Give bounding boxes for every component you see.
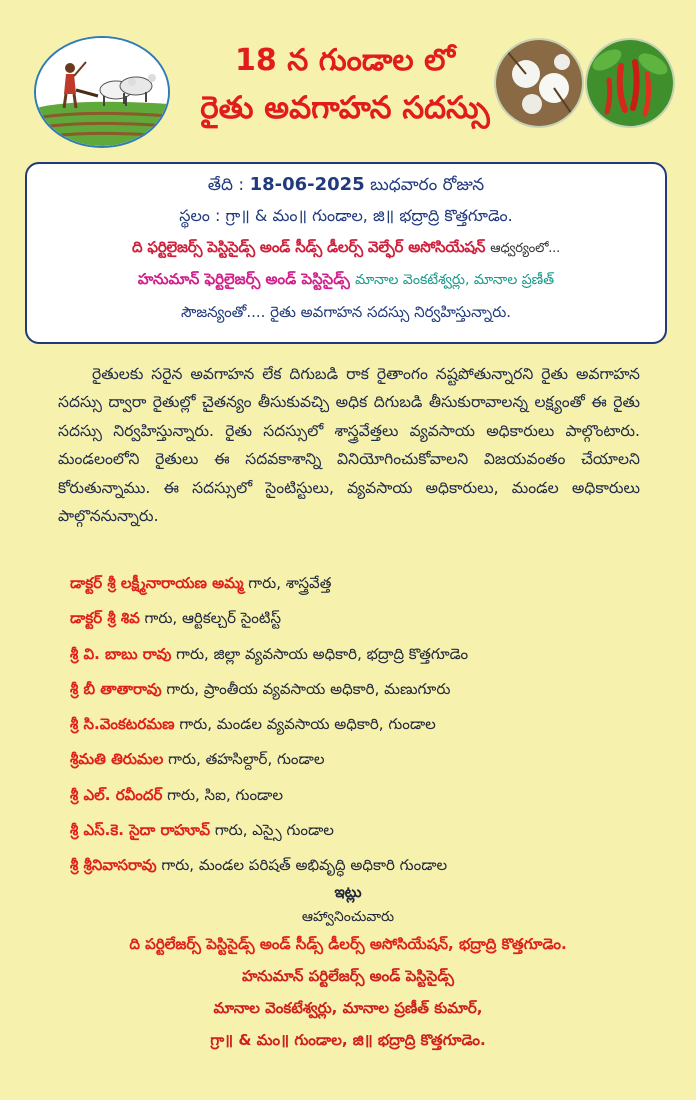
event-description: రైతులకు సరైన అవగాహన లేక దిగుబడి రాక రైతాంగం నష్టపోతున్నారని రైతు అవగాహన సదస్సు ద్వారా రైతుల్లో చైతన్యం తీసుకువచ్చి అధిక దిగుబడి తీసుకురావాలన్న లక్ష్యంతో ఈ రైతు సదస్సు నిర్వహిస్తున్నారు. రైతు సదస్సులో శాస్త్రవేత్తలు వ్యవసాయ అధికారులు పాల్గొంటారు. మండలంలోని రైతులు ఈ సదవకాశాన్ని వినియోగించుకోవాలని విజయవంతం చేయాలని కోరుతున్నాము. ఈ సదస్సులో సైంటిస్టులు, వ్యవసాయ అధికారులు, మండల అధికారులు పాల్గొననున్నారు.: [58, 365, 640, 526]
guest-name: శ్రీ శ్రీనివాసరావు: [70, 856, 157, 875]
guest-name: శ్రీ బీ తాతారావు: [70, 679, 162, 698]
signoff-sponsor: హనుమాన్ పర్టిలేజర్స్ అండ్ పెస్టిసైడ్స్: [241, 967, 455, 985]
guest-item: [70, 672, 670, 707]
guest-role: గారు, మండల వ్యవసాయ అధికారి, గుండాల: [174, 715, 436, 734]
guest-role: గారు, జిల్లా వ్యవసాయ అధికారి, భద్రాద్రి కొత్తగూడెం: [171, 644, 469, 663]
guest-item: [70, 778, 670, 813]
cotton-illustration: [496, 40, 582, 126]
signoff-ittlu: ఇట్లు: [334, 883, 362, 901]
date-suffix: బుధవారం రోజున: [370, 175, 485, 195]
association-name: ది ఫర్టిలైజర్స్ పెస్టిసైడ్స్ అండ్ సీడ్స్ డీలర్స్ వెల్ఫేర్ అసోసియేషన్: [131, 238, 486, 256]
sponsor-line: [27, 264, 665, 295]
guest-name: డాక్టర్ శ్రీ శివ: [70, 609, 140, 628]
sponsor-owners: మానాల వెంకటేశ్వర్లు, మానాల ప్రణీత్: [355, 272, 555, 288]
guest-role: గారు, తహసిల్దార్, గుండాల: [163, 750, 325, 769]
guest-role: గారు, ప్రాంతీయ వ్యవసాయ అధికారి, మణుగూరు: [161, 679, 451, 698]
signoff-association: ది పర్టిలేజర్స్ పెస్టిసైడ్స్ అండ్ సీడ్స్ డీలర్స్ అసోసియేషన్, భద్రాద్రి కొత్తగూడెం.: [129, 935, 567, 953]
sponsor-name: హనుమాన్ ఫెర్టిలైజర్స్ అండ్ పెస్టిసైడ్స్: [137, 270, 350, 288]
guest-list: [70, 566, 670, 884]
association-suffix: ఆధ్వర్యంలో...: [490, 241, 561, 256]
title-line-1: 18 న గుండాల లో: [235, 43, 455, 78]
association-line: [27, 232, 665, 264]
guest-role: గారు, ఎస్సై గుండాల: [210, 821, 334, 840]
signoff-block: [0, 878, 696, 1056]
guest-item: [70, 601, 670, 636]
date-value: 18-06-2025: [249, 174, 365, 195]
event-place: స్థలం : గ్రా॥ & మం॥ గుండాల, జి॥ భద్రాద్రి కొత్తగూడెం.: [179, 206, 513, 225]
guest-item: [70, 707, 670, 742]
title-line-2: రైతు అవగాహన సదస్సు: [200, 90, 490, 126]
guest-role: గారు, శాస్త్రవేత్త: [243, 574, 332, 592]
signoff-address: గ్రా॥ & మం॥ గుండాల, జి॥ భద్రాద్రి కొత్తగూడెం.: [210, 1031, 486, 1049]
guest-item: [70, 637, 670, 672]
date-label: తేది :: [207, 175, 245, 195]
event-date: [27, 170, 665, 200]
guest-item: [70, 742, 670, 777]
chilli-crop-image: [585, 38, 675, 128]
guest-item: [70, 566, 670, 601]
guest-item: [70, 813, 670, 848]
signoff-invitees: ఆహ్వానించువారు: [301, 909, 395, 925]
guest-name: డాక్టర్ శ్రీ లక్ష్మీనారాయణ అమ్మ: [70, 574, 244, 592]
chilli-illustration: [587, 40, 673, 126]
farmer-ploughing-illustration: [36, 38, 168, 146]
guest-name: శ్రీ ఎస్.కె. సైదా రాహూవ్: [70, 821, 211, 840]
guest-role: గారు, మండల పరిషత్ అభివృద్ధి అధికారి గుండాల: [156, 856, 448, 875]
courtesy-line: సౌజన్యంతో.... రైతు అవగాహన సదస్సు నిర్వహిస్తున్నారు.: [180, 303, 512, 321]
guest-role: గారు, సిఐ, గుండాల: [162, 785, 283, 804]
guest-role: గారు, ఆర్టికల్చర్ సైంటిస్ట్: [139, 609, 281, 628]
cotton-crop-image: [494, 38, 584, 128]
farmer-ploughing-logo: [34, 36, 170, 148]
guest-name: శ్రీ ఎల్. రవీందర్: [70, 785, 163, 804]
guest-name: శ్రీమతి తిరుమల: [70, 750, 164, 769]
page-title: [175, 38, 515, 132]
event-info-box: [25, 162, 667, 344]
signoff-owners: మానాల వెంకటేశ్వర్లు, మానాల ప్రణీత్ కుమార్,: [213, 999, 483, 1017]
flyer-header: [0, 0, 696, 150]
guest-name: శ్రీ వి. బాబు రావు: [70, 644, 172, 663]
guest-name: శ్రీ సి.వెంకటరమణ: [70, 715, 175, 734]
